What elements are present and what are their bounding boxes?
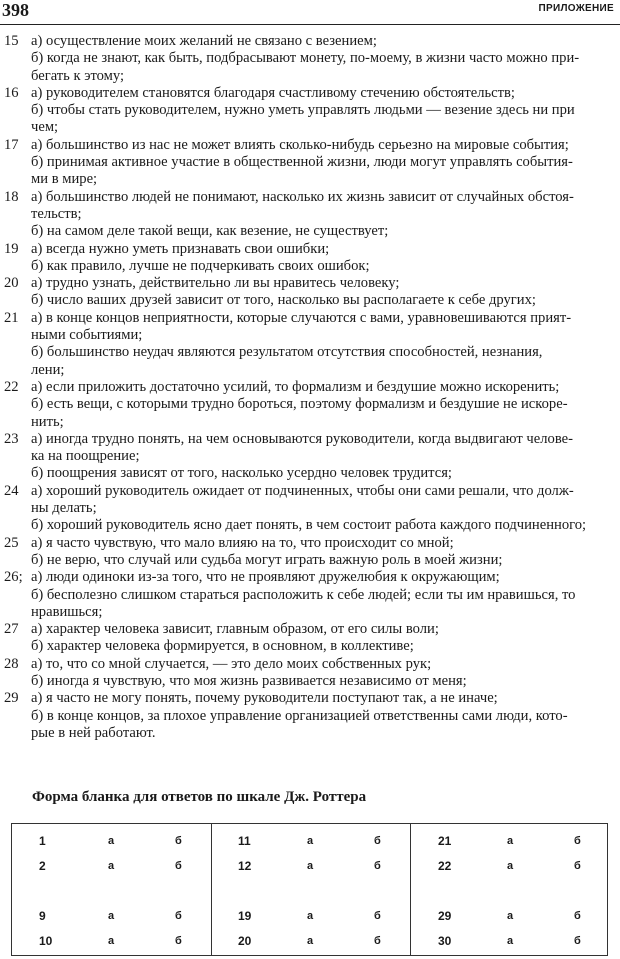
question-line: б) не верю, что случай или судьба могут играть важную роль в моей жизни; [31, 551, 503, 568]
question-line: а) в конце концов неприятности, которые случаются с вами, уравновешиваются прият- [31, 309, 572, 326]
question-line: б) принимая активное участие в общественной жизни, люди могут управлять события- [31, 154, 573, 171]
question-number: 20 [4, 275, 19, 292]
question-line: б) бесполезно слишком стараться расположить к себе людей; если ты им нравишься, то [31, 586, 576, 603]
answer-item-number: 12 [238, 859, 252, 873]
question-line: ми в мире; [31, 171, 98, 188]
question-line: б) как правило, лучше не подчеркивать своих ошибок; [31, 257, 370, 274]
question-item [0, 483, 620, 535]
question-number: 22 [4, 378, 19, 395]
question-line: нить; [31, 413, 64, 430]
question-number: 15 [4, 33, 19, 49]
answer-option-a[interactable]: а [507, 935, 514, 947]
question-number: 29 [4, 690, 19, 707]
question-line: а) иногда трудно понять, на чем основываются руководители, когда выдвигают челове- [31, 430, 573, 447]
question-item [0, 310, 620, 379]
question-item [0, 656, 620, 691]
answer-item-number: 11 [238, 834, 251, 848]
question-line: а) люди одиноки из-за того, что не проявляют дружелюбия к окружающим; [31, 569, 500, 586]
question-line: лени; [31, 361, 65, 378]
answer-option-b[interactable]: б [574, 935, 581, 947]
question-line: ка на поощрение; [31, 448, 140, 465]
answer-option-b[interactable]: б [374, 910, 381, 922]
answer-option-b[interactable]: б [574, 910, 581, 922]
answer-option-a[interactable]: а [507, 910, 514, 922]
question-line: б) хороший руководитель ясно дает понять, в чем состоит работа каждого подчиненного; [31, 517, 587, 534]
question-line: а) большинство людей не понимают, насколько их жизнь зависит от случайных обстоя- [31, 188, 574, 205]
answer-item-number: 20 [238, 934, 252, 948]
answer-item-number: 22 [438, 859, 452, 873]
question-line: а) то, что со мной случается, — это дело моих собственных рук; [31, 655, 432, 672]
question-line: а) я часто не могу понять, почему руководители поступают так, а не иначе; [31, 690, 498, 707]
question-item [0, 690, 620, 742]
question-item [0, 379, 620, 431]
question-line: б) характер человека формируется, в основном, в коллективе; [31, 638, 414, 655]
question-line: б) большинство неудач являются результатом отсутствия способностей, незнания, [31, 344, 543, 361]
answer-item-number: 30 [438, 934, 452, 948]
question-line: б) на самом деле такой вещи, как везение, не существует; [31, 223, 389, 240]
question-line: б) поощрения зависят от того, насколько усердно человек трудится; [31, 465, 452, 482]
grid-divider [211, 824, 212, 955]
answer-option-a[interactable]: а [108, 860, 115, 872]
question-item [0, 33, 620, 85]
page-number: 398 [2, 0, 29, 20]
question-line: нравишься; [31, 603, 103, 620]
grid-divider [410, 824, 411, 955]
questionnaire-list [0, 33, 620, 742]
answer-item-number: 29 [438, 909, 452, 923]
answer-option-a[interactable]: а [307, 935, 314, 947]
answer-option-b[interactable]: б [574, 835, 581, 847]
form-title: Форма бланка для ответов по шкале Дж. Роттера [32, 789, 367, 805]
question-line: б) есть вещи, с которыми трудно бороться, поэтому формализм и бездушие не искоре- [31, 396, 568, 413]
question-number: 26; [4, 569, 23, 586]
question-line: а) руководителем становятся благодаря счастливому стечению обстоятельств; [31, 84, 515, 101]
answer-option-a[interactable]: а [507, 835, 514, 847]
question-line: б) чтобы стать руководителем, нужно уметь управлять людьми — везение здесь ни при [31, 102, 575, 119]
answer-option-a[interactable]: а [307, 910, 314, 922]
answer-option-b[interactable]: б [175, 910, 182, 922]
question-line: ны делать; [31, 500, 97, 517]
answer-option-b[interactable]: б [175, 935, 182, 947]
question-item [0, 621, 620, 656]
question-number: 16 [4, 84, 19, 101]
answer-option-a[interactable]: а [507, 860, 514, 872]
question-number: 24 [4, 482, 19, 499]
question-number: 17 [4, 136, 19, 153]
answer-grid [11, 823, 608, 956]
question-line: б) число ваших друзей зависит от того, насколько вы располагаете к себе других; [31, 292, 536, 309]
question-line: б) иногда я чувствую, что моя жизнь развивается независимо от меня; [31, 672, 467, 689]
question-item [0, 275, 620, 310]
question-number: 19 [4, 240, 19, 257]
question-number: 21 [4, 309, 19, 326]
answer-option-a[interactable]: а [108, 910, 115, 922]
question-number: 18 [4, 188, 19, 205]
answer-option-a[interactable]: а [108, 835, 115, 847]
question-number: 28 [4, 655, 19, 672]
question-line: а) хороший руководитель ожидает от подчиненных, чтобы они сами решали, что долж- [31, 482, 574, 499]
question-item [0, 85, 620, 137]
question-line: ными событиями; [31, 327, 143, 344]
answer-item-number: 1 [39, 834, 46, 848]
question-item [0, 137, 620, 189]
question-line: рые в ней работают. [31, 724, 156, 741]
answer-option-a[interactable]: а [307, 835, 314, 847]
answer-item-number: 9 [39, 909, 46, 923]
answer-option-b[interactable]: б [175, 835, 182, 847]
answer-item-number: 21 [438, 834, 452, 848]
question-item [0, 241, 620, 276]
answer-option-a[interactable]: а [307, 860, 314, 872]
question-line: а) осуществление моих желаний не связано с везением; [31, 33, 377, 49]
question-line: а) если приложить достаточно усилий, то формализм и бездушие можно искоренить; [31, 378, 560, 395]
question-line: а) большинство из нас не может влиять сколько-нибудь серьезно на мировые события; [31, 136, 569, 153]
question-line: тельств; [31, 205, 82, 222]
answer-option-b[interactable]: б [374, 860, 381, 872]
question-line: а) всегда нужно уметь признавать свои ошибки; [31, 240, 330, 257]
answer-item-number: 19 [238, 909, 252, 923]
answer-option-b[interactable]: б [374, 835, 381, 847]
page-header [0, 0, 620, 25]
question-number: 23 [4, 430, 19, 447]
answer-option-a[interactable]: а [108, 935, 115, 947]
question-item [0, 569, 620, 621]
answer-item-number: 10 [39, 934, 53, 948]
question-line: б) в конце концов, за плохое управление организацией ответственны сами люди, кото- [31, 707, 568, 724]
answer-option-b[interactable]: б [374, 935, 381, 947]
question-line: а) я часто чувствую, что мало влияю на то, что происходит со мной; [31, 534, 454, 551]
question-line: а) характер человека зависит, главным образом, от его силы воли; [31, 621, 439, 638]
question-item [0, 189, 620, 241]
answer-option-b[interactable]: б [175, 860, 182, 872]
question-number: 25 [4, 534, 19, 551]
answer-option-b[interactable]: б [574, 860, 581, 872]
question-line: б) когда не знают, как быть, подбрасывают монету, по-моему, в жизни часто можно при- [31, 50, 580, 67]
question-item [0, 431, 620, 483]
answer-item-number: 2 [39, 859, 46, 873]
question-item [0, 535, 620, 570]
question-number: 27 [4, 621, 19, 638]
question-line: чем; [31, 119, 59, 136]
section-title: ПРИЛОЖЕНИЕ [538, 3, 614, 14]
question-line: бегать к этому; [31, 67, 125, 84]
question-line: а) трудно узнать, действительно ли вы нравитесь человеку; [31, 275, 400, 292]
